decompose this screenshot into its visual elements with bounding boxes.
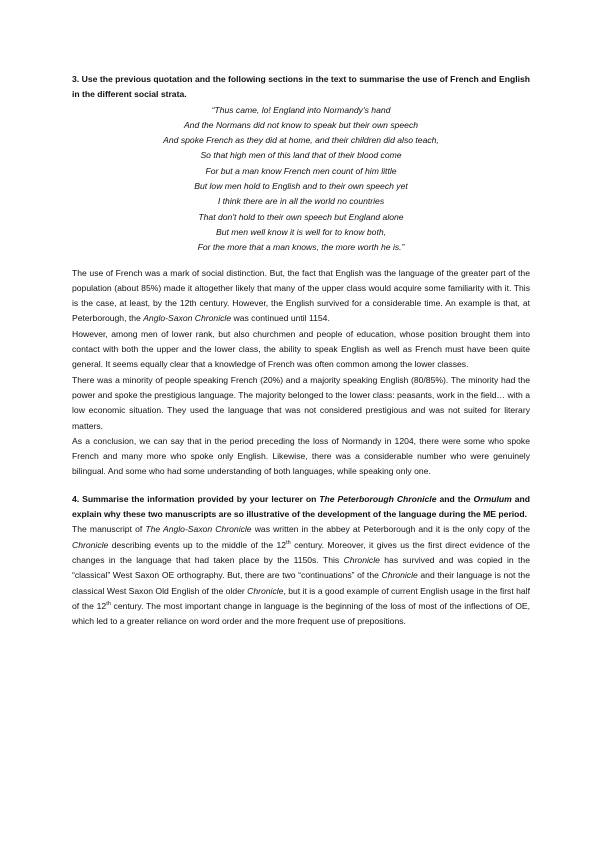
q3-paragraph-4: As a conclusion, we can say that in the period preceding the loss of Normandy in 1204, there were some who spoke French and many more who spoke only English. Likewise, there was a considerable number who were genuinely bilingual. And some who had some understanding of both languages, while speaking only one. (72, 435, 530, 477)
document-content (72, 72, 530, 629)
peterborough-chronicle-title: The Peterborough Chronicle (319, 493, 437, 504)
poem-line: But low men hold to English and to their own speech yet (194, 181, 408, 192)
poem-line: And the Normans did not know to speak but their own speech (183, 119, 419, 130)
question-3-text: Use the previous quotation and the following sections in the text to summarise the use of French and English in the different social strata. (72, 74, 530, 100)
q3-paragraph-1: The use of French was a mark of social distinction. But, the fact that English was the language of the greater part of the population (about 85%) made it altogether likely that many of the upper class would acquire some familiarity with it. This is the case, at least, by the 12th century. However, the English survived for a considerable time. An example is that, at Peterborough, the Anglo-Saxon Chronicle was continued until 1154. (72, 267, 530, 324)
anglo-saxon-chronicle-title: Anglo-Saxon Chronicle (143, 313, 232, 324)
poem-line: “Thus came, lo! England into Normandy's hand (211, 104, 391, 115)
question-4-heading: 4. Summarise the information provided by your lecturer on The Peterborough Chronicle and the Ormulum and explain why these two manuscripts are so illustrative of the development of the language during the ME period. (72, 493, 530, 520)
question-3-number: 3. (72, 74, 80, 84)
q4-paragraph-1: The manuscript of The Anglo-Saxon Chronicle was written in the abbey at Peterborough and it is the only copy of the Chronicle describing events up to the middle of the 12th century. Moreover, it gives us the first direct evidence of the changes in the language that had taken place by the 1150s. This Chronicle has survived and was copied in the “classical” West Saxon OE orthography. But, there are two “continuations” of the Chronicle and their language is not the classical West Saxon Old English of the older Chronicle, but it is a good example of current English usage in the first half of the 12th century. The most important change in language is the beginning of the loss of most of the inflections of OE, which led to a greater reliance on word order and the more frequent use of prepositions. (72, 524, 531, 627)
section-spacer (72, 480, 530, 492)
q3-paragraph-2: However, among men of lower rank, but also churchmen and people of education, whose position brought them into contact with both the upper and the lower class, the ability to speak English as well as French must have been quite general. It seems equally clear that a knowledge of French was often common among the lower classes. (72, 328, 530, 370)
poem-line: That don't hold to their own speech but England alone (198, 211, 404, 222)
question-4-number: 4. (72, 493, 80, 504)
quoted-poem (72, 103, 530, 256)
ormulum-title: Ormulum (473, 493, 512, 504)
poem-line: I think there are in all the world no countries (217, 196, 385, 207)
poem-line: For but a man know French men count of him little (205, 165, 397, 176)
poem-line: So that high men of this land that of their blood come (200, 150, 402, 161)
question-3-heading (72, 72, 530, 103)
q3-paragraph-3: There was a minority of people speaking French (20%) and a majority speaking English (80/85%). The minority had the power and spoke the prestigious language. The majority belonged to the lower class: peasants, work in the field… with a low economic situation. They used the language that was not considered prestigious and was not suited for literary matters. (72, 374, 530, 431)
poem-line: And spoke French as they did at home, and their children did also teach, (163, 135, 439, 146)
poem-line: For the more that a man knows, the more worth he is.” (197, 242, 405, 253)
poem-line: But men well know it is well for to know both, (215, 226, 387, 237)
